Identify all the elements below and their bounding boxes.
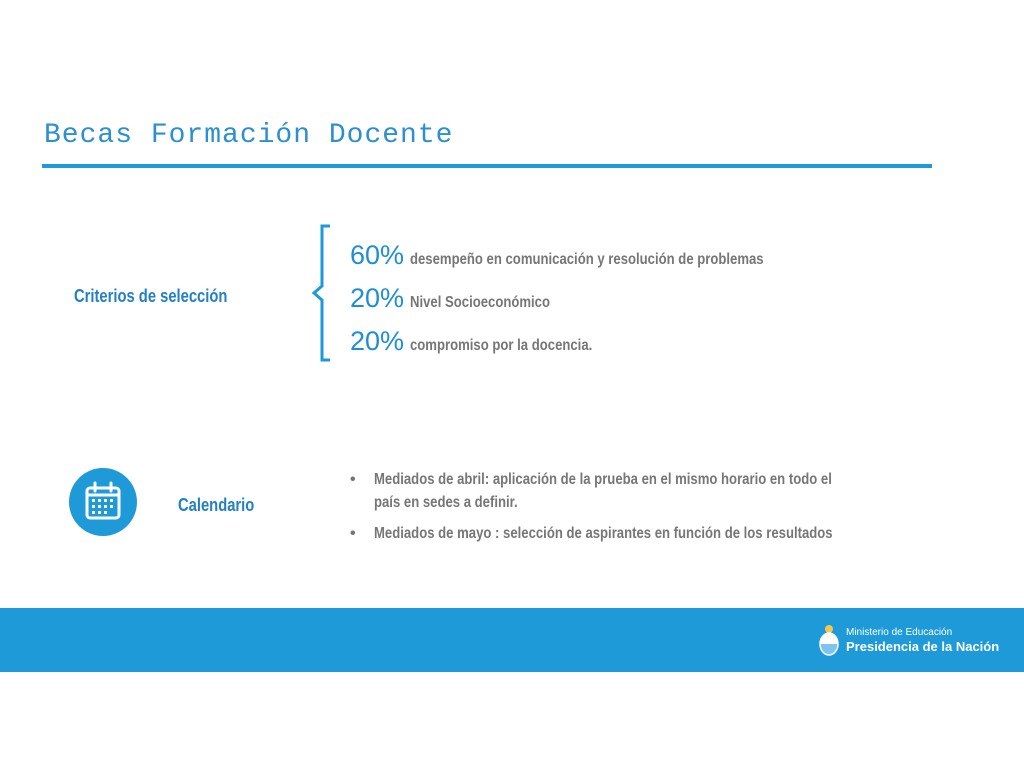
criteria-text: compromiso por la docencia. bbox=[410, 337, 593, 354]
bullet-dot: • bbox=[350, 471, 356, 488]
list-item bbox=[350, 468, 910, 514]
calendar-label: Calendario bbox=[178, 495, 255, 515]
slide-title: Becas Formación Docente bbox=[44, 120, 454, 151]
calendar-item-text: Mediados de mayo : selección de aspirantes en función de los resultados bbox=[374, 525, 833, 542]
bullet-dot: • bbox=[350, 525, 356, 542]
criteria-item bbox=[350, 281, 841, 324]
footer-text bbox=[846, 627, 999, 655]
criteria-brace bbox=[310, 224, 332, 362]
calendar-list bbox=[350, 468, 910, 553]
footer-bar bbox=[0, 608, 1024, 672]
criteria-list bbox=[350, 238, 841, 367]
criteria-percent: 20% bbox=[350, 326, 405, 356]
footer-ministry: Ministerio de Educación bbox=[846, 627, 953, 638]
calendar-item-text: Mediados de abril: aplicación de la prueba en el mismo horario en todo el país en sedes a definir. bbox=[374, 471, 832, 511]
criteria-item bbox=[350, 238, 841, 281]
criteria-label: Criterios de selección bbox=[74, 286, 228, 306]
criteria-text: desempeño en comunicación y resolución de problemas bbox=[410, 251, 764, 268]
criteria-text: Nivel Socioeconómico bbox=[410, 294, 551, 311]
footer-presidency: Presidencia de la Nación bbox=[846, 639, 1000, 654]
criteria-percent: 20% bbox=[350, 283, 405, 313]
calendar-icon bbox=[69, 468, 137, 536]
coat-of-arms-icon bbox=[817, 622, 841, 658]
criteria-item bbox=[350, 324, 841, 367]
title-underline bbox=[42, 164, 932, 168]
list-item bbox=[350, 522, 910, 545]
criteria-percent: 60% bbox=[350, 240, 405, 270]
